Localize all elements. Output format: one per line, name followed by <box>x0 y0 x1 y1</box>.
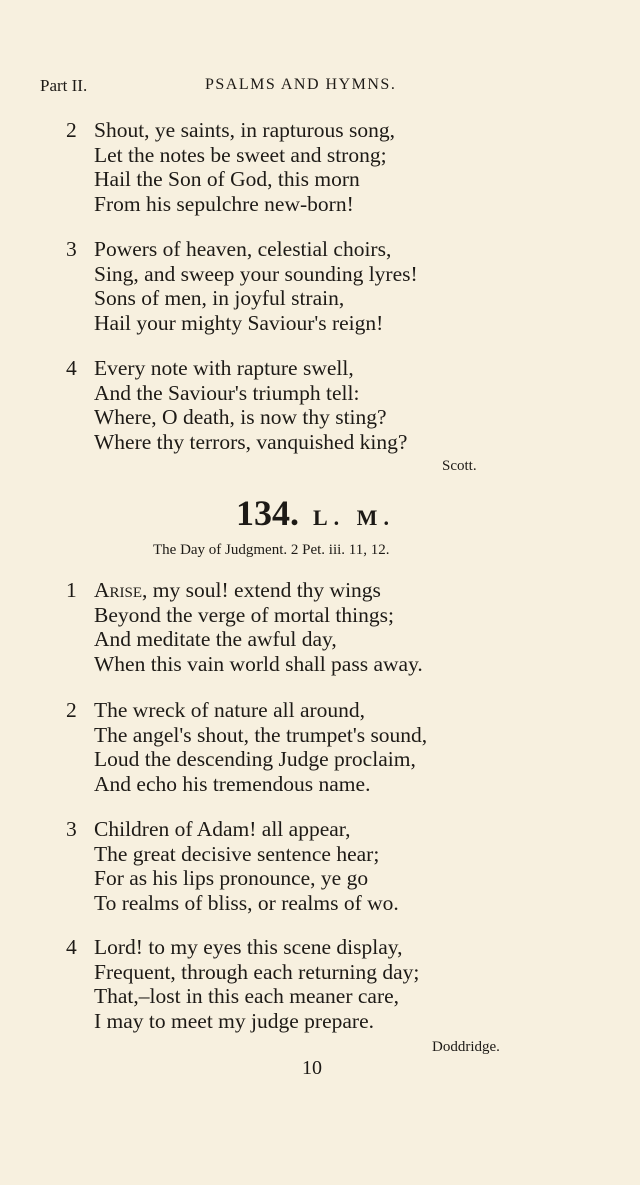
verse-line: Hail your mighty Saviour's reign! <box>94 310 384 335</box>
verse-line: Loud the descending Judge proclaim, <box>94 747 416 771</box>
stanza-number: 2 <box>66 118 77 142</box>
verse-line: The wreck of nature all around, <box>94 698 366 722</box>
verse-line: Hail the Son of God, this morn <box>94 167 360 191</box>
verse-line: Where thy terrors, vanquished king? <box>94 429 408 454</box>
stanza-number: 3 <box>66 237 77 261</box>
hymn-number <box>236 492 395 534</box>
running-title: PSALMS AND HYMNS. <box>205 76 397 93</box>
hymn-number-value: 134. <box>236 493 299 533</box>
verse-line: When this vain world shall pass away. <box>94 651 423 676</box>
verse-line: Children of Adam! all appear, <box>94 817 351 841</box>
page-number: 10 <box>302 1057 322 1079</box>
stanza-number: 4 <box>66 356 77 380</box>
stanza-number: 4 <box>66 935 77 959</box>
hymn-meter: L. M. <box>313 505 395 530</box>
verse-line: For as his lips pronounce, ye go <box>94 866 369 890</box>
verse-line: Where, O death, is now thy sting? <box>94 405 387 429</box>
verse-line: The great decisive sentence hear; <box>94 841 380 866</box>
verse-line: And meditate the awful day, <box>94 627 337 651</box>
stanza-number: 3 <box>66 817 77 841</box>
verse-line: Let the notes be sweet and strong; <box>94 142 387 167</box>
stanza-number: 1 <box>66 578 77 602</box>
first-line-rest: , my soul! extend thy wings <box>142 578 381 602</box>
verse-line: Shout, ye saints, in rapturous song, <box>94 118 395 142</box>
verse-line: From his sepulchre new-born! <box>94 191 354 216</box>
verse-line: Sons of men, in joyful strain, <box>94 286 345 310</box>
verse-line: Lord! to my eyes this scene display, <box>94 935 403 959</box>
verse-line: Powers of heaven, celestial choirs, <box>94 237 392 261</box>
running-header <box>0 76 640 100</box>
verse-line: Beyond the verge of mortal things; <box>94 602 394 627</box>
first-word: Arise <box>94 578 143 602</box>
verse-line: That,–lost in this each meaner care, <box>94 984 400 1008</box>
verse-line: To realms of bliss, or realms of wo. <box>94 890 399 915</box>
verse-line: And echo his tremendous name. <box>94 771 371 796</box>
author-attribution: Scott. <box>442 458 477 474</box>
verse-line: Sing, and sweep your sounding lyres! <box>94 261 418 286</box>
verse-line: Every note with rapture swell, <box>94 356 354 380</box>
verse-line: And the Saviour's triumph tell: <box>94 380 360 405</box>
verse-line: The angel's shout, the trumpet's sound, <box>94 722 428 747</box>
author-attribution: Doddridge. <box>432 1039 500 1055</box>
verse-line: Frequent, through each returning day; <box>94 959 420 984</box>
verse-line: I may to meet my judge prepare. <box>94 1008 374 1033</box>
verse-line <box>94 578 423 603</box>
part-label: Part II. <box>40 76 88 95</box>
hymn-subtitle: The Day of Judgment. 2 Pet. iii. 11, 12. <box>153 542 390 558</box>
stanza-number: 2 <box>66 698 77 722</box>
